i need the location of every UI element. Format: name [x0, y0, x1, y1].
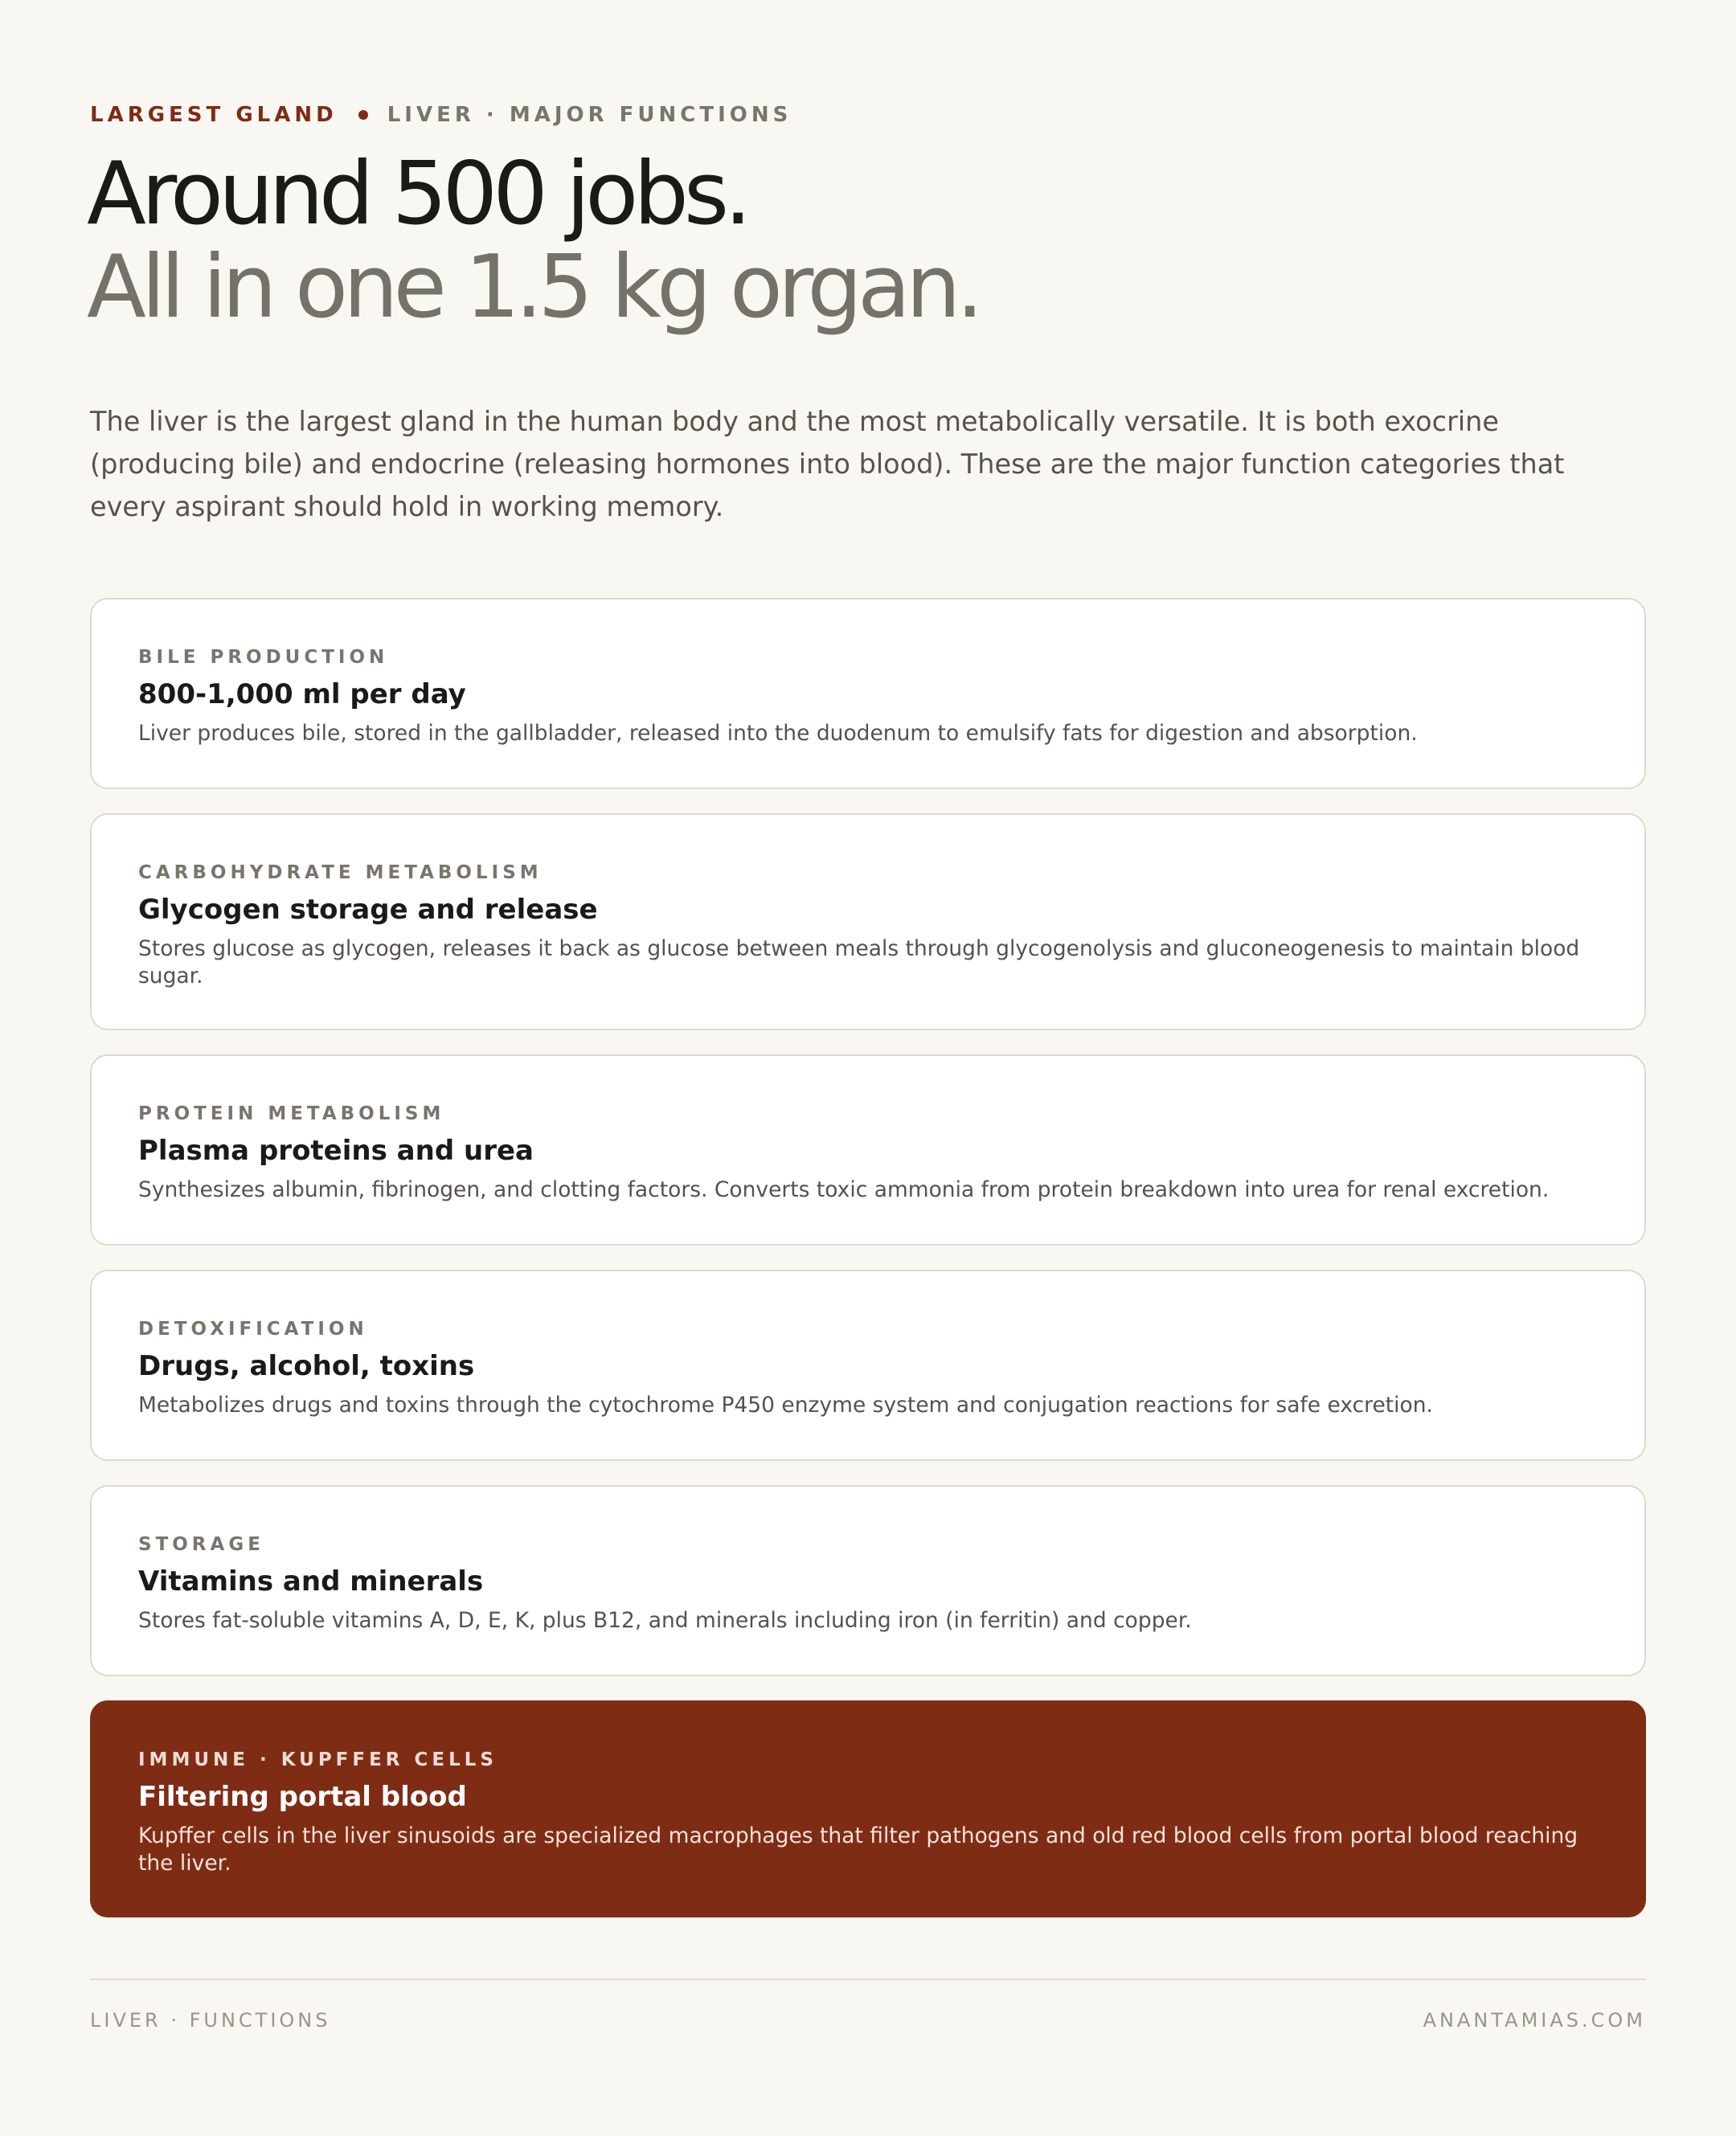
- bullet-dot-icon: [358, 110, 368, 120]
- card-title: Drugs, alcohol, toxins: [138, 1350, 475, 1382]
- headline-line-2: All in one 1.5 kg organ.: [87, 237, 979, 338]
- card-description: Kupffer cells in the liver sinusoids are specialized macrophages that filter pathogens and old red blood cells from portal blood reaching the liver.: [138, 1823, 1578, 1876]
- function-card-bile: [90, 598, 1646, 789]
- card-description: Liver produces bile, stored in the gallbladder, released into the duodenum to emulsify fats for digestion and absorption.: [138, 721, 1418, 746]
- card-category: STORAGE: [138, 1534, 264, 1555]
- eyebrow-accent-label: LARGEST GLAND: [90, 103, 338, 127]
- card-category: IMMUNE · KUPFFER CELLS: [138, 1749, 497, 1770]
- function-card-detox: [90, 1270, 1646, 1461]
- card-description: Metabolizes drugs and toxins through the cytochrome P450 enzyme system and conjugation reactions for safe excretion.: [138, 1393, 1433, 1418]
- function-card-protein: [90, 1054, 1646, 1246]
- card-description: Synthesizes albumin, fibrinogen, and clotting factors. Converts toxic ammonia from protein breakdown into urea for renal excretion.: [138, 1177, 1550, 1202]
- card-category: PROTEIN METABOLISM: [138, 1103, 445, 1124]
- footer-section-label: LIVER · FUNCTIONS: [90, 2009, 331, 2032]
- card-description: Stores fat-soluble vitamins A, D, E, K, plus B12, and minerals including iron (in ferritin) and copper.: [138, 1608, 1192, 1633]
- footer-site-link[interactable]: ANANTAMIAS.COM: [1423, 2009, 1646, 2032]
- card-category: BILE PRODUCTION: [138, 647, 389, 668]
- card-title: Glycogen storage and release: [138, 894, 598, 926]
- card-description: Stores glucose as glycogen, releases it back as glucose between meals through glycogenolysis and gluconeogenesis to maintain blood sugar.: [138, 936, 1580, 988]
- card-category: CARBOHYDRATE METABOLISM: [138, 862, 542, 883]
- function-card-carbohydrate: [90, 813, 1646, 1030]
- headline: [87, 144, 979, 338]
- card-title: 800-1,000 ml per day: [138, 678, 466, 710]
- headline-line-1: Around 500 jobs.: [87, 144, 747, 244]
- card-title: Filtering portal blood: [138, 1781, 467, 1813]
- function-card-list: [90, 598, 1646, 1942]
- footer-divider: [90, 1978, 1646, 1980]
- page: [87, 0, 1646, 2136]
- card-title: Vitamins and minerals: [138, 1565, 484, 1598]
- eyebrow-muted-label: LIVER · MAJOR FUNCTIONS: [387, 103, 792, 127]
- card-title: Plasma proteins and urea: [138, 1135, 534, 1167]
- card-category: DETOXIFICATION: [138, 1319, 368, 1340]
- function-card-immune-highlight: [90, 1700, 1646, 1917]
- intro-paragraph: The liver is the largest gland in the human body and the most metabolically versatile. It is both exocrine (producing bile) and endocrine (releasing hormones into blood). These are the major function categories that every aspirant should hold in working memory.: [90, 406, 1565, 522]
- eyebrow: [90, 103, 792, 127]
- function-card-storage: [90, 1485, 1646, 1676]
